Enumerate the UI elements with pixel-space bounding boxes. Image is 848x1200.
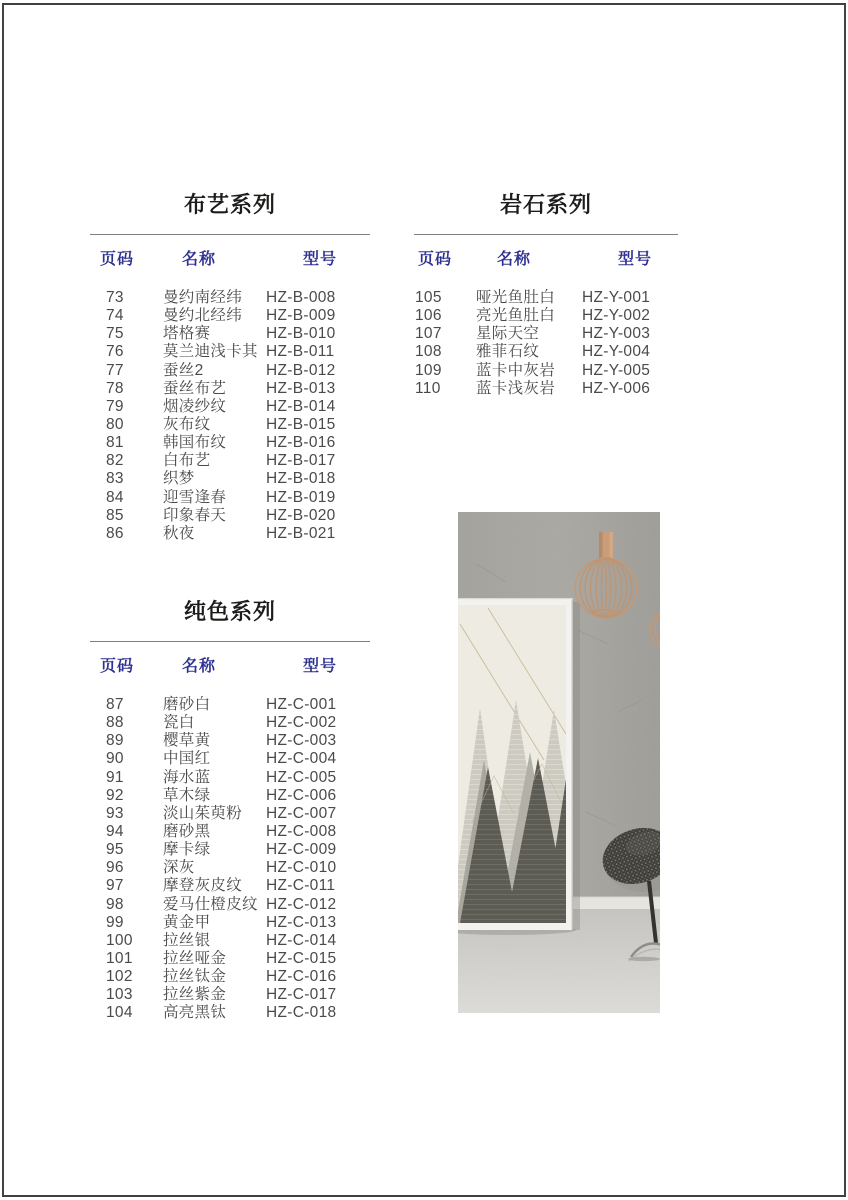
page-number-cell: 88: [106, 714, 124, 732]
model-cell: HZ-C-002: [266, 714, 337, 732]
page-number-cell: 87: [106, 696, 124, 713]
model-cell: HZ-B-009: [266, 307, 336, 325]
name-cell: 莫兰迪浅卡其: [163, 343, 258, 361]
page-number-cell: 74: [106, 307, 124, 325]
column-header-model: 型号: [303, 251, 338, 268]
page-number-cell: 77: [106, 361, 124, 379]
page-number-cell: 97: [106, 877, 124, 895]
model-cell: HZ-Y-004: [582, 343, 651, 361]
table-row: [90, 343, 370, 361]
table-row: [90, 507, 370, 525]
name-cell: 迎雪逢春: [163, 488, 227, 506]
column-header-model: 型号: [303, 658, 338, 675]
table-row: [90, 289, 370, 307]
name-cell: 白布艺: [163, 452, 211, 470]
name-cell: 拉丝哑金: [163, 949, 227, 967]
model-cell: HZ-B-018: [266, 470, 336, 488]
model-cell: HZ-Y-002: [582, 307, 651, 325]
page-number-cell: 90: [106, 750, 124, 768]
page-number-cell: 80: [106, 415, 124, 433]
column-headers: [90, 653, 370, 675]
model-cell: HZ-B-014: [266, 397, 336, 415]
name-cell: 蚕丝布艺: [163, 379, 227, 397]
name-cell: 瓷白: [163, 714, 195, 732]
model-cell: HZ-B-011: [266, 343, 335, 361]
table-row: [90, 787, 370, 805]
column-headers: [414, 246, 678, 268]
name-cell: 草木绿: [163, 786, 211, 804]
page-number-cell: 106: [415, 307, 442, 325]
name-cell: 摩卡绿: [163, 841, 211, 859]
name-cell: 蚕丝2: [163, 361, 204, 379]
page-number-cell: 102: [106, 968, 133, 986]
page-number-cell: 104: [106, 1004, 133, 1022]
model-cell: HZ-C-012: [266, 895, 337, 913]
room-photo: [458, 512, 660, 1013]
table-row: [90, 841, 370, 859]
table-row: [90, 416, 370, 434]
table-row: [90, 525, 370, 543]
name-cell: 海水蓝: [163, 768, 211, 786]
model-cell: HZ-C-006: [266, 786, 337, 804]
name-cell: 烟凌纱纹: [163, 397, 227, 415]
page-number-cell: 105: [415, 289, 442, 306]
model-cell: HZ-C-018: [266, 1004, 337, 1022]
name-cell: 印象春天: [163, 506, 227, 524]
name-cell: 摩登灰皮纹: [163, 877, 243, 895]
table-row: [414, 325, 678, 343]
page-number-cell: 91: [106, 768, 124, 786]
table-row: [414, 307, 678, 325]
table-row: [90, 914, 370, 932]
name-cell: 拉丝银: [163, 931, 211, 949]
name-cell: 中国红: [163, 750, 211, 768]
table-row: [90, 489, 370, 507]
table-rows: [414, 289, 678, 398]
column-header-page: 页码: [100, 658, 135, 675]
model-cell: HZ-B-016: [266, 434, 336, 452]
name-cell: 雅菲石纹: [476, 343, 540, 361]
page-number-cell: 99: [106, 913, 124, 931]
table-row: [90, 452, 370, 470]
column-header-page: 页码: [100, 251, 135, 268]
page-number-cell: 100: [106, 931, 133, 949]
title-divider: [414, 234, 678, 235]
name-cell: 磨砂白: [163, 696, 211, 713]
page-number-cell: 107: [415, 325, 442, 343]
table-row: [90, 732, 370, 750]
page-number-cell: 95: [106, 841, 124, 859]
model-cell: HZ-C-009: [266, 841, 337, 859]
name-cell: 灰布纹: [163, 415, 211, 433]
name-cell: 亮光鱼肚白: [476, 307, 556, 325]
model-cell: HZ-C-004: [266, 750, 337, 768]
column-header-name: 名称: [182, 251, 217, 268]
name-cell: 淡山茱萸粉: [163, 804, 243, 822]
model-cell: HZ-Y-005: [582, 361, 651, 379]
table-row: [414, 289, 678, 307]
model-cell: HZ-C-010: [266, 859, 337, 877]
model-cell: HZ-Y-003: [582, 325, 651, 343]
page-number-cell: 109: [415, 361, 442, 379]
table-row: [90, 769, 370, 787]
table-row: [90, 896, 370, 914]
name-cell: 蓝卡中灰岩: [476, 361, 556, 379]
name-cell: 蓝卡浅灰岩: [476, 379, 556, 397]
model-cell: HZ-C-011: [266, 877, 336, 895]
model-cell: HZ-B-012: [266, 361, 336, 379]
name-cell: 深灰: [163, 859, 195, 877]
series-title-rock: 岩石系列: [499, 192, 592, 217]
model-cell: HZ-C-007: [266, 804, 337, 822]
model-cell: HZ-C-005: [266, 768, 337, 786]
model-cell: HZ-B-008: [266, 289, 336, 306]
page-number-cell: 79: [106, 397, 124, 415]
table-row: [90, 470, 370, 488]
table-row: [90, 362, 370, 380]
page-number-cell: 101: [106, 949, 133, 967]
page-number-cell: 76: [106, 343, 124, 361]
page-number-cell: 78: [106, 379, 124, 397]
table-row: [414, 362, 678, 380]
page-number-cell: 75: [106, 325, 124, 343]
column-headers: [90, 246, 370, 268]
table-row: [414, 380, 678, 398]
page-number-cell: 85: [106, 506, 124, 524]
column-header-model: 型号: [618, 251, 653, 268]
page-number-cell: 73: [106, 289, 124, 306]
model-cell: HZ-B-013: [266, 379, 336, 397]
name-cell: 星际天空: [476, 325, 540, 343]
name-cell: 磨砂黑: [163, 822, 211, 840]
page-number-cell: 86: [106, 524, 124, 542]
table-row: [90, 877, 370, 895]
page-number-cell: 84: [106, 488, 124, 506]
model-cell: HZ-B-017: [266, 452, 336, 470]
table-row: [90, 968, 370, 986]
name-cell: 黄金甲: [163, 913, 211, 931]
name-cell: 韩国布纹: [163, 434, 227, 452]
table-row: [90, 307, 370, 325]
model-cell: HZ-C-013: [266, 913, 337, 931]
name-cell: 拉丝紫金: [163, 986, 227, 1004]
table-row: [90, 823, 370, 841]
page-number-cell: 89: [106, 732, 124, 750]
table-row: [90, 714, 370, 732]
name-cell: 塔格赛: [163, 325, 211, 343]
table-row: [414, 343, 678, 361]
name-cell: 高亮黑钛: [163, 1004, 227, 1022]
page-number-cell: 93: [106, 804, 124, 822]
page-number-cell: 103: [106, 986, 133, 1004]
table-rows: [90, 696, 370, 1023]
model-cell: HZ-B-015: [266, 415, 336, 433]
name-cell: 织梦: [163, 470, 195, 488]
page-number-cell: 82: [106, 452, 124, 470]
page-number-cell: 81: [106, 434, 124, 452]
page-number-cell: 110: [415, 379, 441, 397]
series-title-solid-color: 纯色系列: [183, 599, 276, 624]
page-number-cell: 108: [415, 343, 442, 361]
table-row: [90, 950, 370, 968]
page-number-cell: 83: [106, 470, 124, 488]
name-cell: 秋夜: [163, 524, 195, 542]
name-cell: 曼约南经纬: [163, 289, 243, 306]
name-cell: 樱草黄: [163, 732, 211, 750]
title-divider: [90, 641, 370, 642]
series-title-fabric: 布艺系列: [183, 192, 276, 217]
table-row: [90, 325, 370, 343]
column-header-name: 名称: [182, 658, 217, 675]
table-row: [90, 986, 370, 1004]
table-row: [90, 859, 370, 877]
name-cell: 曼约北经纬: [163, 307, 243, 325]
model-cell: HZ-C-003: [266, 732, 337, 750]
table-rows: [90, 289, 370, 543]
table-row: [90, 750, 370, 768]
name-cell: 爱马仕橙皮纹: [163, 895, 258, 913]
model-cell: HZ-B-020: [266, 506, 336, 524]
table-row: [90, 434, 370, 452]
model-cell: HZ-C-017: [266, 986, 337, 1004]
model-cell: HZ-B-019: [266, 488, 336, 506]
page-number-cell: 96: [106, 859, 124, 877]
model-cell: HZ-B-010: [266, 325, 336, 343]
page-number-cell: 98: [106, 895, 124, 913]
page-number-cell: 92: [106, 786, 124, 804]
title-divider: [90, 234, 370, 235]
table-row: [90, 398, 370, 416]
table-row: [90, 380, 370, 398]
page-number-cell: 94: [106, 822, 124, 840]
table-row: [90, 1004, 370, 1022]
model-cell: HZ-C-015: [266, 949, 337, 967]
name-cell: 拉丝钛金: [163, 968, 227, 986]
name-cell: 哑光鱼肚白: [476, 289, 556, 306]
column-header-page: 页码: [418, 251, 453, 268]
model-cell: HZ-B-021: [266, 524, 336, 542]
table-row: [90, 932, 370, 950]
model-cell: HZ-Y-006: [582, 379, 651, 397]
model-cell: HZ-C-014: [266, 931, 337, 949]
table-row: [90, 805, 370, 823]
column-header-name: 名称: [497, 251, 532, 268]
model-cell: HZ-C-016: [266, 968, 337, 986]
model-cell: HZ-Y-001: [582, 289, 651, 306]
table-row: [90, 696, 370, 714]
model-cell: HZ-C-008: [266, 822, 337, 840]
model-cell: HZ-C-001: [266, 696, 337, 713]
